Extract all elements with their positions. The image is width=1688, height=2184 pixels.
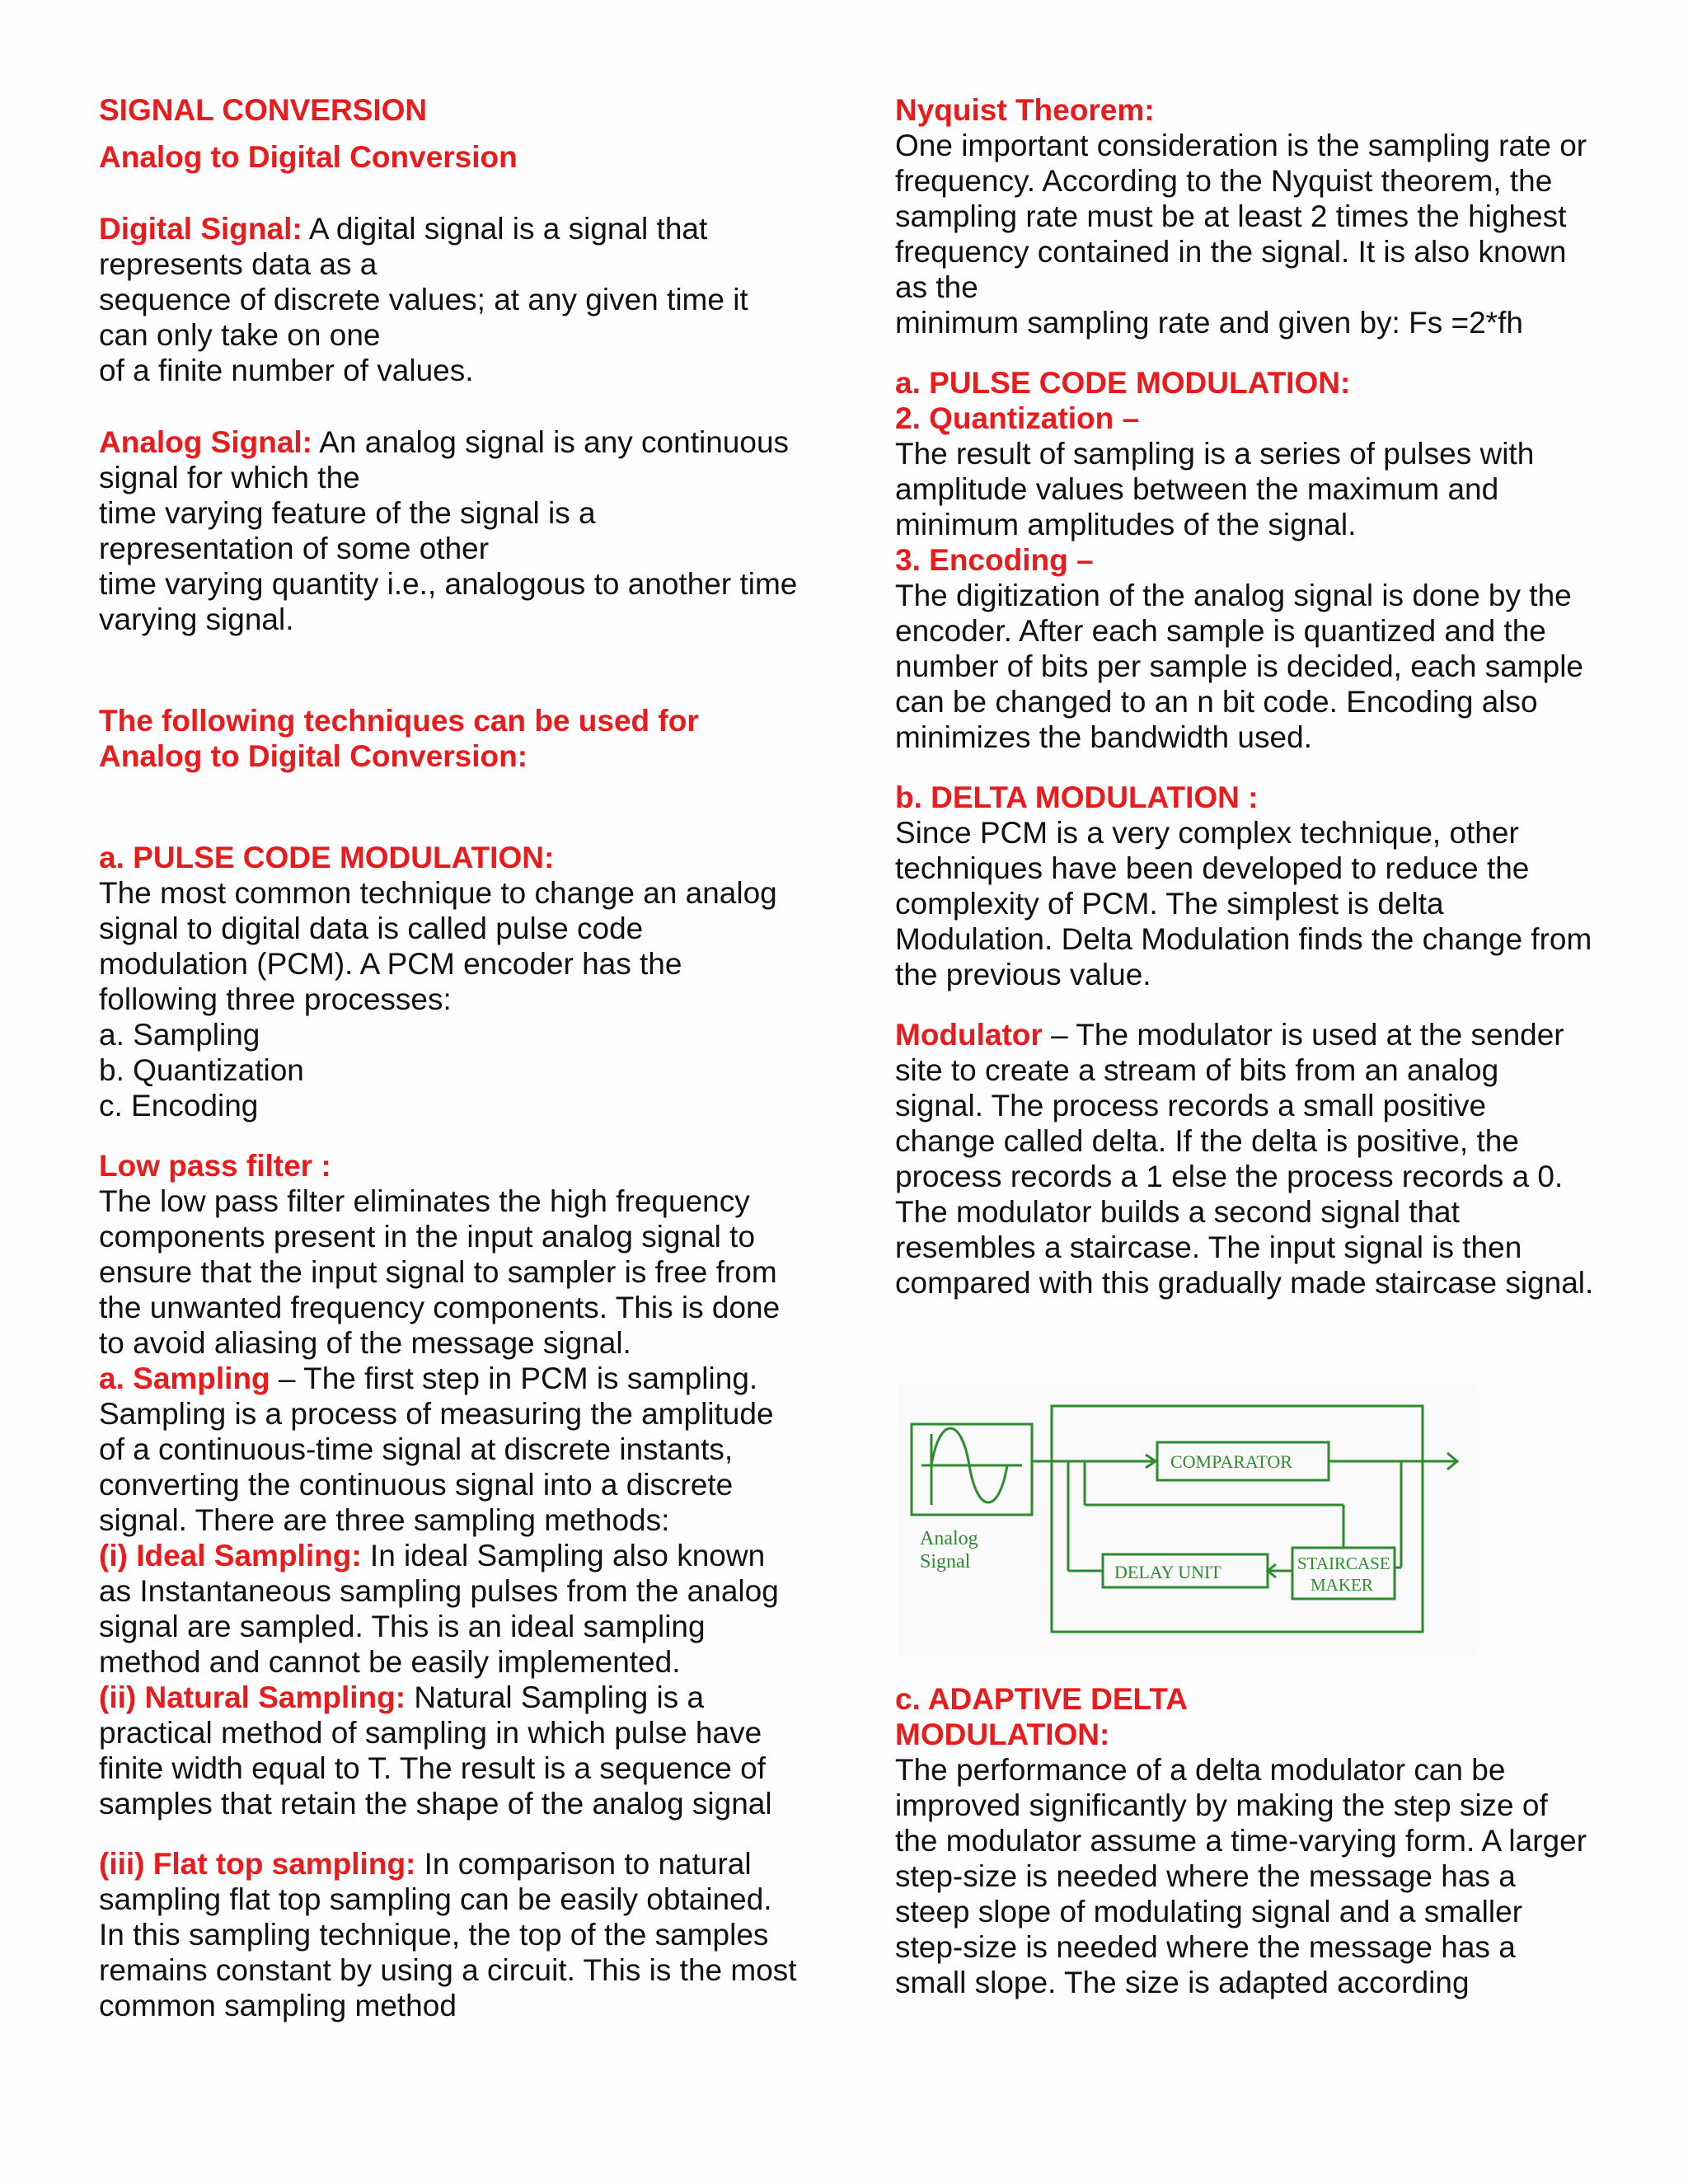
flat-line: In this sampling technique, the top of the samples (99, 1918, 769, 1952)
sampling-paragraph (99, 1361, 824, 1538)
flat-top-sampling-paragraph (99, 1846, 824, 2023)
sampling-line: of a continuous-time signal at discrete instants, (99, 1432, 734, 1466)
quantization-heading: 2. Quantization – (895, 401, 1140, 435)
lpf-line: to avoid aliasing of the message signal. (99, 1326, 631, 1360)
nyquist-heading: Nyquist Theorem: (895, 93, 1155, 127)
modulator-line: – The modulator is used at the sender (1042, 1018, 1564, 1052)
delta-line: techniques have been developed to reduce the (895, 851, 1530, 885)
natural-line: finite width equal to T. The result is a sequence of (99, 1751, 767, 1785)
analog-label-2: Signal (920, 1551, 971, 1572)
lpf-paragraph (99, 1183, 824, 1361)
lpf-line: The low pass filter eliminates the high frequency (99, 1184, 750, 1218)
sampling-line: converting the continuous signal into a discrete (99, 1468, 734, 1502)
quant-line: minimum amplitudes of the signal. (895, 508, 1357, 541)
delta-modulator-diagram (898, 1383, 1479, 1657)
adm-line: step-size is needed where the message has a (895, 1930, 1516, 1964)
adm-line: improved significantly by making the step size of (895, 1788, 1548, 1822)
nyquist-line: frequency. According to the Nyquist theorem, the (895, 164, 1553, 198)
nyquist-line: frequency contained in the signal. It is also known (895, 235, 1567, 269)
natural-sampling-paragraph (99, 1680, 824, 1821)
encoding-line: number of bits per sample is decided, each sample (895, 649, 1583, 683)
sampling-line: signal. There are three sampling methods: (99, 1503, 670, 1537)
delta-line: the previous value. (895, 958, 1151, 991)
techniques-heading (99, 703, 824, 774)
analog-signal-box (912, 1424, 1032, 1515)
pcm-list-item: b. Quantization (99, 1053, 304, 1087)
ideal-line: method and cannot be easily implemented. (99, 1645, 681, 1679)
nyquist-line: One important consideration is the sampling rate or (895, 129, 1587, 162)
modulator-line: process records a 1 else the process records a 0. (895, 1160, 1564, 1193)
techniques-line: The following techniques can be used for (99, 704, 699, 738)
ideal-sampling-paragraph (99, 1538, 824, 1680)
pcm-list-item: a. Sampling (99, 1018, 260, 1052)
encoding-heading: 3. Encoding – (895, 543, 1094, 577)
pcm-line: signal to digital data is called pulse code (99, 912, 644, 945)
digital-signal-paragraph (99, 211, 824, 388)
analog-line: varying signal. (99, 602, 294, 636)
delta-line: complexity of PCM. The simplest is delta (895, 887, 1444, 921)
analog-line: time varying feature of the signal is a (99, 496, 596, 530)
pcm-line: following three processes: (99, 982, 452, 1016)
modulator-line: compared with this gradually made staircase signal. (895, 1266, 1594, 1300)
flat-line: In comparison to natural (415, 1847, 752, 1881)
encoding-line: encoder. After each sample is quantized and the (895, 614, 1546, 648)
modulator-line: The modulator builds a second signal that (895, 1195, 1460, 1229)
analog-line: representation of some other (99, 532, 490, 565)
analog-label-1: Analog (920, 1528, 978, 1549)
sampling-line: Sampling is a process of measuring the amplitude (99, 1397, 774, 1431)
encoding-line: The digitization of the analog signal is done by the (895, 579, 1572, 612)
section-subtitle: Analog to Digital Conversion (99, 140, 518, 174)
ideal-sampling-label: (i) Ideal Sampling: (99, 1539, 362, 1572)
modulator-line: signal. The process records a small positive (895, 1089, 1487, 1122)
digital-line: represents data as a (99, 247, 377, 281)
adm-heading-line: MODULATION: (895, 1718, 1110, 1751)
pcm-list-item: c. Encoding (99, 1089, 259, 1122)
analog-signal-paragraph (99, 424, 824, 637)
sampling-line: – The first step in PCM is sampling. (270, 1361, 758, 1395)
analog-signal-label: Analog Signal: (99, 425, 312, 459)
flat-line: common sampling method (99, 1989, 457, 2022)
staircase-label-1: STAIRCASE (1297, 1554, 1390, 1573)
lpf-line: ensure that the input signal to sampler is free from (99, 1255, 777, 1289)
adm-heading (895, 1681, 1611, 1752)
nyquist-line: sampling rate must be at least 2 times the highest (895, 199, 1567, 233)
digital-line: A digital signal is a signal that (302, 212, 708, 246)
lpf-heading: Low pass filter : (99, 1149, 331, 1183)
delta-heading: b. DELTA MODULATION : (895, 780, 1259, 814)
adm-line: the modulator assume a time-varying form. A larger (895, 1824, 1587, 1858)
ideal-line: as Instantaneous sampling pulses from the analog (99, 1574, 779, 1608)
quantization-paragraph (895, 436, 1611, 542)
ideal-line: In ideal Sampling also known (361, 1539, 766, 1572)
delta-modulator-svg (898, 1383, 1479, 1657)
natural-line: Natural Sampling is a (406, 1680, 705, 1714)
adm-line: The performance of a delta modulator can be (895, 1753, 1506, 1787)
nyquist-line: minimum sampling rate and given by: Fs =2*fh (895, 306, 1523, 340)
flat-line: remains constant by using a circuit. This is the most (99, 1953, 797, 1987)
encoding-paragraph (895, 578, 1611, 755)
pcm-heading-right: a. PULSE CODE MODULATION: (895, 366, 1351, 400)
encoding-line: can be changed to an n bit code. Encoding also (895, 685, 1538, 719)
adm-paragraph (895, 1752, 1611, 2000)
comparator-label: COMPARATOR (1170, 1451, 1292, 1472)
ideal-line: signal are sampled. This is an ideal sampling (99, 1610, 706, 1643)
modulator-label: Modulator (895, 1018, 1043, 1052)
sampling-label: a. Sampling (99, 1361, 270, 1395)
pcm-paragraph (99, 875, 824, 1123)
natural-sampling-label: (ii) Natural Sampling: (99, 1680, 406, 1714)
techniques-line: Analog to Digital Conversion: (99, 739, 528, 773)
analog-line: An analog signal is any continuous (312, 425, 790, 459)
modulator-paragraph (895, 1017, 1611, 1301)
natural-line: samples that retain the shape of the analog signal (99, 1787, 772, 1821)
right-column (895, 92, 1611, 1301)
nyquist-paragraph (895, 128, 1611, 340)
delta-line: Modulation. Delta Modulation finds the change from (895, 922, 1592, 956)
delta-line: Since PCM is a very complex technique, other (895, 816, 1519, 850)
quant-line: amplitude values between the maximum and (895, 472, 1499, 506)
nyquist-line: as the (895, 270, 978, 304)
digital-line: of a finite number of values. (99, 354, 474, 387)
adm-heading-line: c. ADAPTIVE DELTA (895, 1682, 1188, 1716)
delay-unit-label: DELAY UNIT (1114, 1562, 1221, 1582)
adm-line: steep slope of modulating signal and a smaller (895, 1895, 1523, 1929)
staircase-label-2: MAKER (1311, 1575, 1373, 1595)
pcm-heading: a. PULSE CODE MODULATION: (99, 841, 555, 874)
encoding-line: minimizes the bandwidth used. (895, 720, 1312, 754)
lpf-line: the unwanted frequency components. This is done (99, 1291, 781, 1324)
modulator-line: change called delta. If the delta is positive, the (895, 1124, 1519, 1158)
digital-line: sequence of discrete values; at any given time it (99, 283, 748, 316)
adm-line: step-size is needed where the message has a (895, 1859, 1516, 1893)
flat-top-sampling-label: (iii) Flat top sampling: (99, 1847, 416, 1881)
analog-line: time varying quantity i.e., analogous to another time (99, 567, 798, 601)
pcm-line: The most common technique to change an analog (99, 876, 777, 910)
flat-line: sampling flat top sampling can be easily obtained. (99, 1882, 772, 1916)
modulator-line: resembles a staircase. The input signal is then (895, 1230, 1522, 1264)
modulator-line: site to create a stream of bits from an analog (895, 1053, 1499, 1087)
left-column (99, 92, 824, 2023)
doc-title: SIGNAL CONVERSION (99, 93, 428, 127)
digital-line: can only take on one (99, 318, 381, 352)
delta-paragraph (895, 815, 1611, 992)
digital-signal-label: Digital Signal: (99, 212, 302, 246)
analog-line: signal for which the (99, 461, 360, 494)
pcm-line: modulation (PCM). A PCM encoder has the (99, 947, 682, 981)
adm-section (895, 1681, 1611, 2000)
lpf-line: components present in the input analog signal to (99, 1220, 756, 1254)
quant-line: The result of sampling is a series of pulses with (895, 437, 1535, 471)
natural-line: practical method of sampling in which pulse have (99, 1716, 762, 1750)
adm-line: small slope. The size is adapted according (895, 1966, 1470, 1999)
